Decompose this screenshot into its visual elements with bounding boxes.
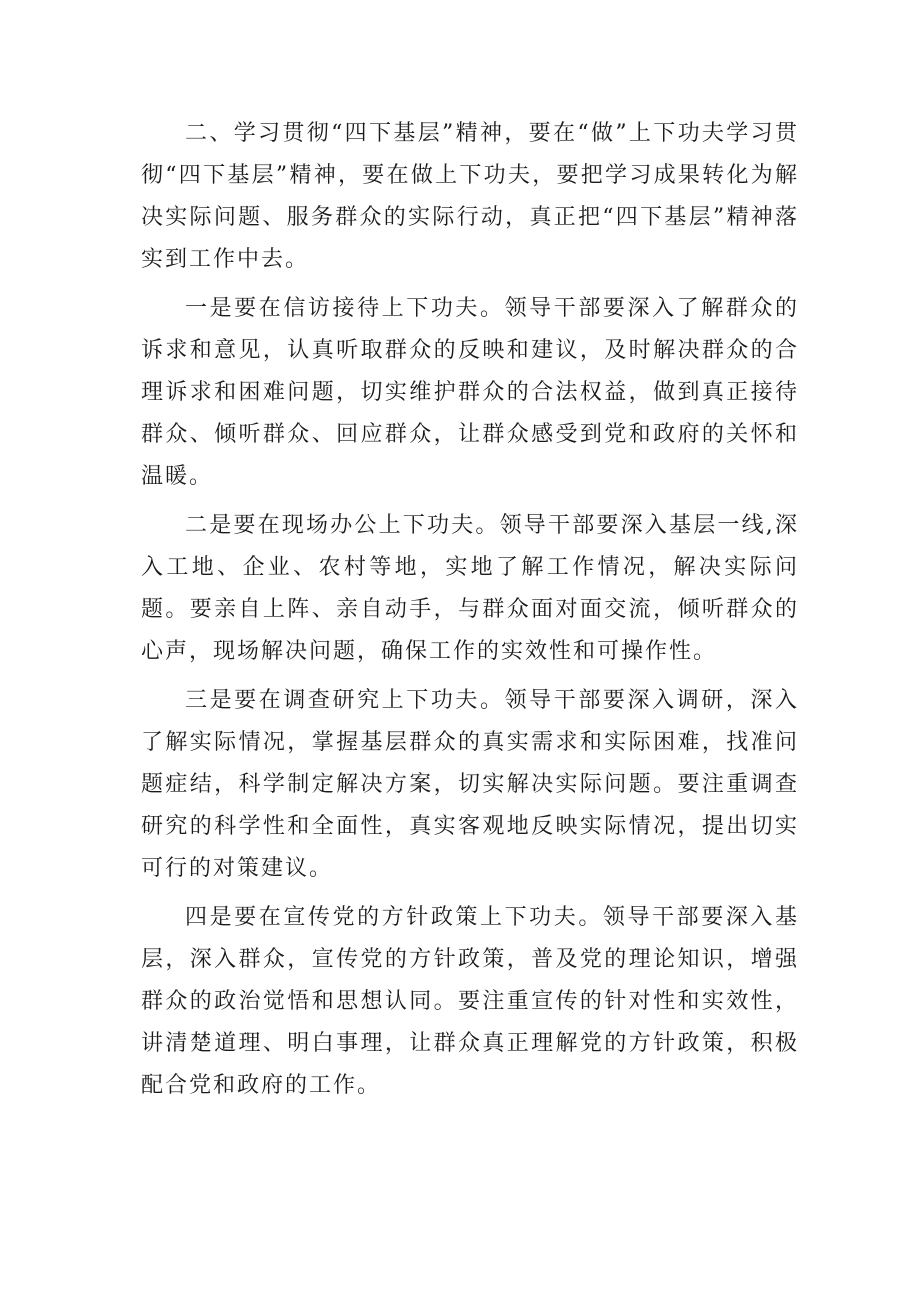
- paragraph-petition-reception: 一是要在信访接待上下功夫。领导干部要深入了解群众的诉求和意见，认真听取群众的反映和建议，及时解决群众的合理诉求和困难问题，切实维护群众的合法权益，做到真正接待群众、倾听群众、回应群众，让群众感受到党和政府的关怀和温暖。: [141, 296, 799, 489]
- paragraph-section-two-intro: 二、学习贯彻“四下基层”精神，要在“做”上下功夫学习贯彻“四下基层”精神，要在做上下功夫，要把学习成果转化为解决实际问题、服务群众的实际行动，真正把“四下基层”精神落实到工作中去。: [141, 121, 799, 272]
- paragraph-policy-publicity: 四是要在宣传党的方针政策上下功夫。领导干部要深入基层，深入群众，宣传党的方针政策，普及党的理论知识，增强群众的政治觉悟和思想认同。要注重宣传的针对性和实效性，讲清楚道理、明白事理，让群众真正理解党的方针政策，积极配合党和政府的工作。: [141, 905, 799, 1098]
- paragraph-onsite-office: 二是要在现场办公上下功夫。领导干部要深入基层一线,深入工地、企业、农村等地，实地了解工作情况，解决实际问题。要亲自上阵、亲自动手，与群众面对面交流，倾听群众的心声，现场解决问题，确保工作的实效性和可操作性。: [141, 513, 799, 664]
- paragraph-investigation-research: 三是要在调查研究上下功夫。领导干部要深入调研，深入了解实际情况，掌握基层群众的真实需求和实际困难，找准问题症结，科学制定解决方案，切实解决实际问题。要注重调查研究的科学性和全面性，真实客观地反映实际情况，提出切实可行的对策建议。: [141, 688, 799, 881]
- document-body: [141, 113, 799, 1107]
